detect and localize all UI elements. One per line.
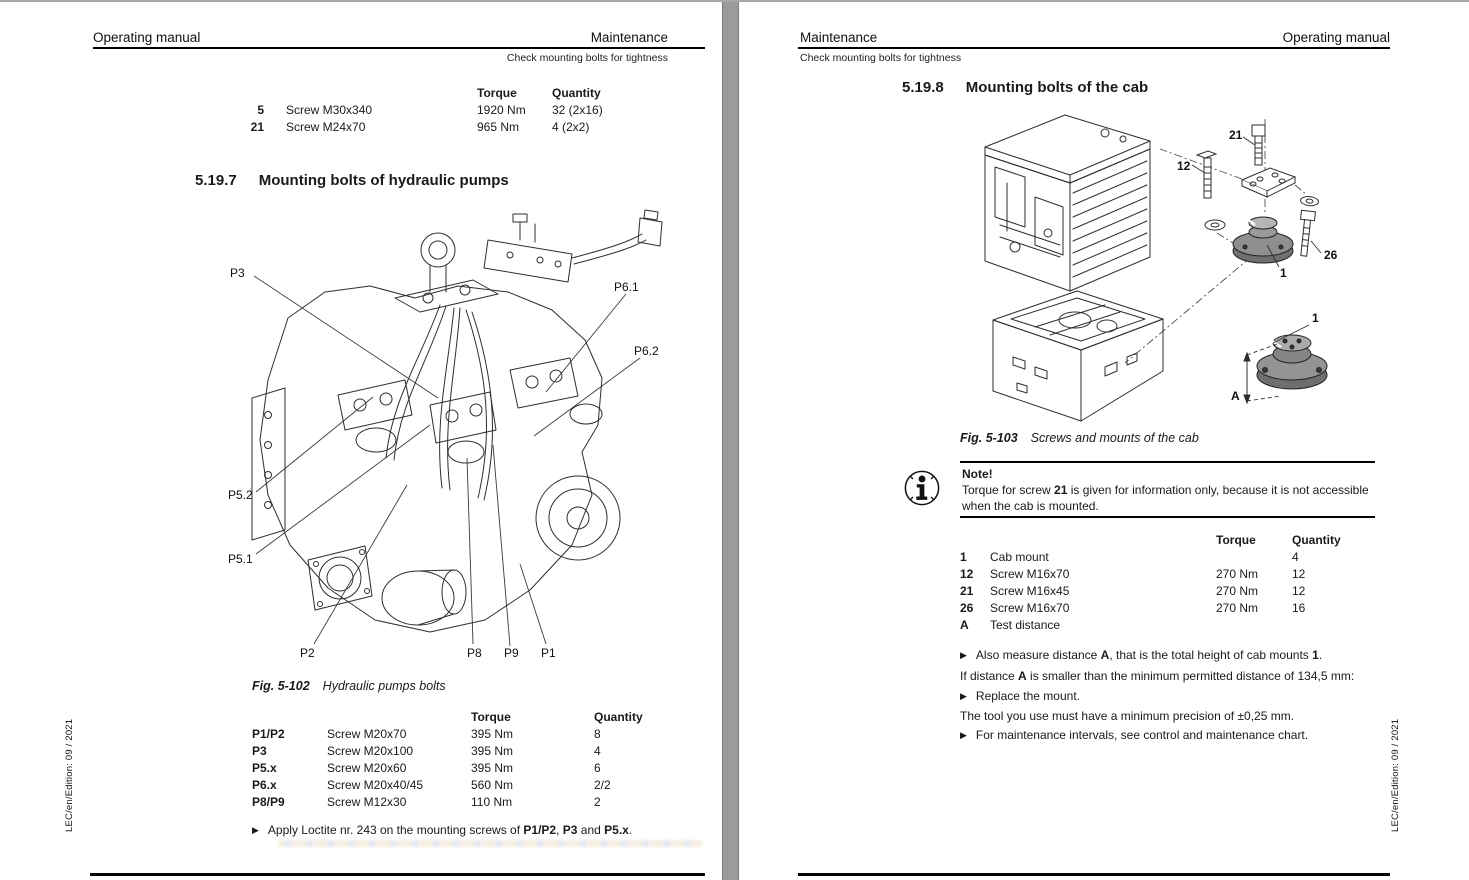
table-row <box>960 584 1375 601</box>
qty-cell: 12 <box>1292 567 1306 581</box>
instruction-text: Replace the mount. <box>975 689 1080 703</box>
ref-cell: 1 <box>960 550 967 564</box>
info-icon <box>903 469 941 507</box>
col-torque: Torque <box>471 710 511 724</box>
right-page-header-left: Maintenance <box>800 30 878 45</box>
figure-label-p62: P6.2 <box>634 344 659 358</box>
ref-cell: 5 <box>257 103 264 117</box>
hydraulic-pumps-figure <box>190 200 690 670</box>
qty-cell: 4 <box>1292 550 1299 564</box>
torque-cell: 270 Nm <box>1216 601 1259 615</box>
qty-cell: 32 (2x16) <box>552 103 603 117</box>
header-rule <box>93 47 705 49</box>
ref-cell: P6.x <box>252 778 277 792</box>
header-rule <box>798 47 1390 49</box>
instruction-ref: A <box>1100 648 1110 662</box>
torque-cell: 395 Nm <box>471 727 514 741</box>
tool-precision-text: The tool you use must have a minimum precision of ±0,25 mm. <box>960 709 1295 723</box>
table-header-row <box>252 710 662 727</box>
figure-caption <box>252 679 446 693</box>
col-torque: Torque <box>1216 533 1256 547</box>
figure-label-p9: P9 <box>504 646 519 660</box>
col-quantity: Quantity <box>594 710 643 724</box>
instruction-text: . <box>628 823 633 837</box>
table-row <box>220 103 650 120</box>
note-rule-bottom <box>960 516 1375 518</box>
table-row <box>252 744 662 761</box>
condition-segment: is smaller than the minimum permitted distance of 134,5 mm: <box>1026 669 1355 683</box>
ref-cell: 12 <box>960 567 974 581</box>
table-row <box>220 120 650 137</box>
torque-table-cab <box>960 533 1375 635</box>
instruction-text: and <box>577 823 605 837</box>
figure-label-26: 26 <box>1324 248 1338 262</box>
note-text-segment: Torque for screw <box>962 483 1055 497</box>
part-cell: Screw M12x30 <box>327 795 407 809</box>
condition-text <box>960 669 1354 683</box>
torque-cell: 110 Nm <box>471 795 513 809</box>
col-quantity: Quantity <box>1292 533 1341 547</box>
torque-cell: 560 Nm <box>471 778 514 792</box>
torque-cell <box>1216 550 1292 567</box>
torque-cell <box>1216 618 1292 635</box>
cab-mounts-figure <box>955 105 1375 430</box>
section-number: 5.19.8 <box>902 79 944 96</box>
part-cell: Screw M20x60 <box>327 761 407 775</box>
torque-cell: 1920 Nm <box>477 103 526 117</box>
watermark <box>278 840 702 847</box>
figure-label-p51: P5.1 <box>228 552 253 566</box>
left-page-header-left: Operating manual <box>93 30 201 45</box>
instruction-text: For maintenance intervals, see control and maintenance chart. <box>975 728 1309 742</box>
bullet-arrow-icon: ▶ <box>960 650 967 660</box>
instruction-ref: 1 <box>1312 648 1319 662</box>
part-cell: Test distance <box>990 618 1061 632</box>
part-cell: Screw M16x70 <box>990 601 1070 615</box>
ref-cell: 26 <box>960 601 974 615</box>
left-page-header-right: Maintenance <box>590 30 668 45</box>
note-title: Note! <box>962 467 993 481</box>
table-row <box>252 761 662 778</box>
figure-label-1-mount: 1 <box>1312 311 1319 325</box>
part-cell: Screw M24x70 <box>286 120 366 134</box>
torque-cell: 270 Nm <box>1216 567 1259 581</box>
qty-cell: 2/2 <box>594 778 611 792</box>
left-page <box>0 0 722 880</box>
instruction-text: , that is the total height of cab mounts <box>1109 648 1313 662</box>
condition-segment: If distance <box>960 669 1019 683</box>
ref-cell: P8/P9 <box>252 795 285 809</box>
qty-cell: 8 <box>594 727 601 741</box>
table-header-row <box>220 86 650 103</box>
torque-table-pumps <box>252 710 662 812</box>
section-number: 5.19.7 <box>195 172 237 189</box>
bullet-arrow-icon: ▶ <box>252 825 259 835</box>
figure-label-p52: P5.2 <box>228 488 253 502</box>
torque-cell: 270 Nm <box>1216 584 1259 598</box>
left-page-subtitle: Check mounting bolts for tightness <box>506 52 668 64</box>
footer-rule <box>798 873 1390 876</box>
qty-cell: 2 <box>594 795 601 809</box>
torque-table-top <box>220 86 650 137</box>
replace-instruction <box>960 689 1080 703</box>
qty-cell: 4 (2x2) <box>552 120 590 134</box>
section-heading <box>902 79 1148 96</box>
ref-cell: A <box>960 618 969 632</box>
ref-cell: P1/P2 <box>252 727 285 741</box>
qty-cell: 12 <box>1292 584 1306 598</box>
figure-caption-text: Hydraulic pumps bolts <box>322 679 446 693</box>
qty-cell: 16 <box>1292 601 1306 615</box>
figure-label-21: 21 <box>1229 128 1243 142</box>
part-cell: Screw M20x40/45 <box>327 778 424 792</box>
page-gutter <box>722 0 739 880</box>
section-title: Mounting bolts of the cab <box>965 79 1149 96</box>
hydraulic-pumps-drawing <box>190 200 690 670</box>
qty-cell: 6 <box>594 761 601 775</box>
instruction-text: , <box>556 823 563 837</box>
instruction-text: . <box>1318 648 1323 662</box>
figure-caption-text: Screws and mounts of the cab <box>1030 431 1199 445</box>
part-cell: Cab mount <box>990 550 1049 564</box>
instruction-text: Apply Loctite nr. 243 on the mounting screws of <box>267 823 524 837</box>
ref-cell: 21 <box>250 120 264 134</box>
table-row <box>252 778 662 795</box>
table-row <box>960 567 1375 584</box>
note-ref: 21 <box>1054 483 1068 497</box>
figure-label-p1: P1 <box>541 646 556 660</box>
maintenance-intervals-instruction <box>960 728 1308 742</box>
bullet-arrow-icon: ▶ <box>960 691 967 701</box>
col-torque: Torque <box>477 86 517 100</box>
ref-cell: P5.x <box>252 761 277 775</box>
figure-label-p3: P3 <box>230 266 245 280</box>
bullet-arrow-icon: ▶ <box>960 730 967 740</box>
figure-label-1-exploded: 1 <box>1280 266 1287 280</box>
figure-label-12: 12 <box>1177 159 1191 173</box>
cab-mounts-drawing <box>955 105 1375 430</box>
figure-label-p8: P8 <box>467 646 482 660</box>
figure-label-p2: P2 <box>300 646 315 660</box>
note-rule-top <box>960 461 1375 463</box>
part-cell: Screw M16x45 <box>990 584 1070 598</box>
edition-text: LEC/en/Edition: 09 / 2021 <box>1390 718 1401 832</box>
torque-cell: 395 Nm <box>471 761 514 775</box>
right-page-subtitle: Check mounting bolts for tightness <box>800 52 962 64</box>
torque-cell: 965 Nm <box>477 120 520 134</box>
figure-label-p61: P6.1 <box>614 280 639 294</box>
part-cell: Screw M20x100 <box>327 744 414 758</box>
instruction-ref: P5.x <box>604 823 629 837</box>
footer-rule <box>90 873 705 876</box>
note-text-segment: is given for information only, because it is not accessible when the cab is mounted. <box>962 483 1369 513</box>
table-row <box>960 550 1375 567</box>
ref-cell: 21 <box>960 584 974 598</box>
qty-cell <box>1292 618 1375 635</box>
section-title: Mounting bolts of hydraulic pumps <box>258 172 509 189</box>
figure-caption <box>960 431 1199 445</box>
part-cell: Screw M16x70 <box>990 567 1070 581</box>
condition-ref: A <box>1018 669 1027 683</box>
qty-cell: 4 <box>594 744 601 758</box>
table-row <box>960 601 1375 618</box>
torque-cell: 395 Nm <box>471 744 514 758</box>
table-row <box>960 618 1375 635</box>
figure-label-a: A <box>1231 389 1240 403</box>
table-row <box>252 795 662 812</box>
right-page-header-right: Operating manual <box>1282 30 1390 45</box>
part-cell: Screw M20x70 <box>327 727 407 741</box>
table-header-row <box>960 533 1375 550</box>
col-quantity: Quantity <box>552 86 601 100</box>
loctite-instruction <box>252 823 632 837</box>
right-page <box>739 0 1469 880</box>
part-cell: Screw M30x340 <box>286 103 373 117</box>
section-heading <box>195 172 509 189</box>
instruction-ref: P3 <box>562 823 578 837</box>
figure-caption-label: Fig. 5-102 <box>252 679 310 693</box>
ref-cell: P3 <box>252 744 267 758</box>
table-row <box>252 727 662 744</box>
note-text <box>962 482 1370 514</box>
figure-caption-label: Fig. 5-103 <box>960 431 1018 445</box>
instruction-ref: P1/P2 <box>523 823 557 837</box>
instruction-text: Also measure distance <box>975 648 1101 662</box>
measure-instruction <box>960 648 1322 662</box>
edition-text: LEC/en/Edition: 09 / 2021 <box>64 718 75 832</box>
